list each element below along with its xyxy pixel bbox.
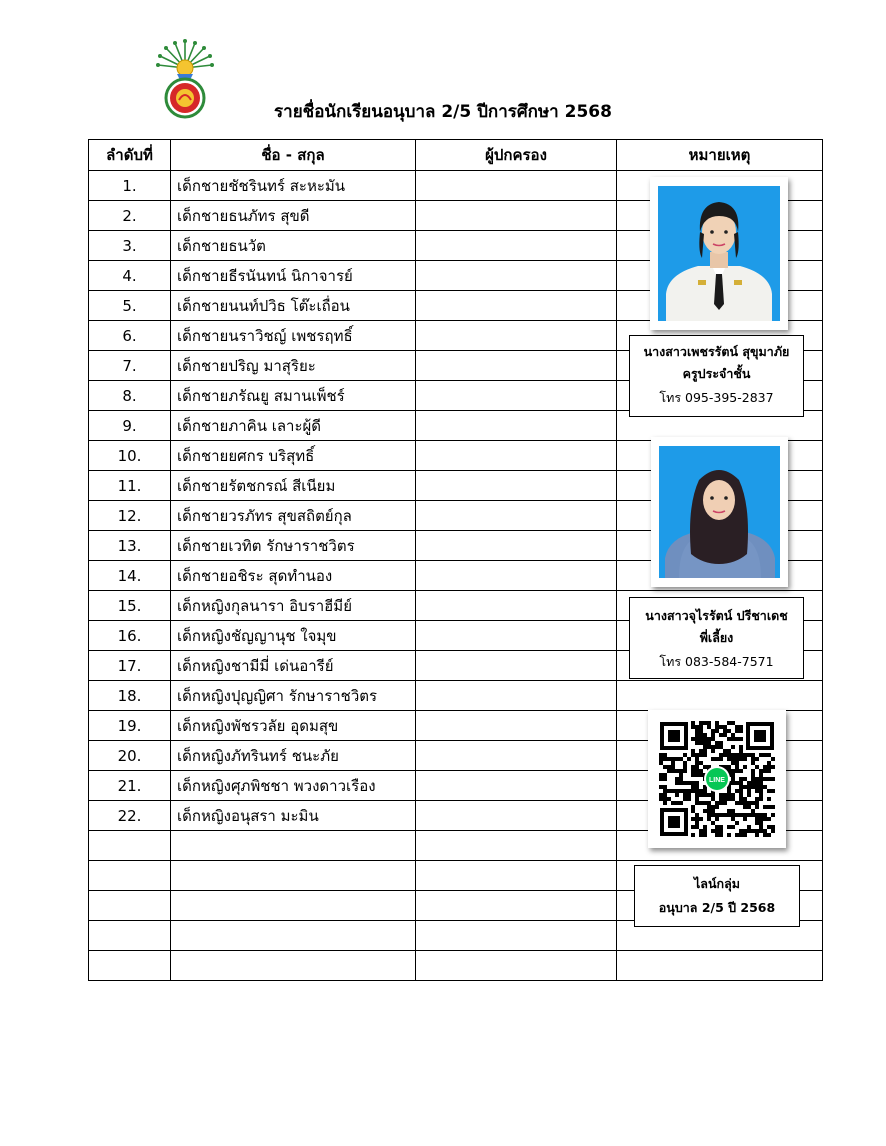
header-remark: หมายเหตุ (617, 140, 823, 171)
teacher1-photo (650, 177, 788, 330)
guardian-cell (416, 441, 617, 471)
student-name: เด็กหญิงปุญญิศา รักษาราชวิตร (171, 681, 416, 711)
guardian-cell (416, 951, 617, 981)
guardian-cell (416, 831, 617, 861)
student-number: 4. (89, 261, 171, 291)
student-number: 5. (89, 291, 171, 321)
guardian-cell (416, 291, 617, 321)
student-name: เด็กชายภรัณยู สมานเพ็ชร์ (171, 381, 416, 411)
page-title: รายชื่อนักเรียนอนุบาล 2/5 ปีการศึกษา 2568 (274, 102, 612, 122)
header-name: ชื่อ - สกุล (171, 140, 416, 171)
student-name (171, 921, 416, 951)
student-name: เด็กหญิงชัญญานุช ใจมุข (171, 621, 416, 651)
student-number: 18. (89, 681, 171, 711)
teacher2-photo (651, 437, 788, 587)
guardian-cell (416, 231, 617, 261)
student-name: เด็กชายชัชรินทร์ สะหะมัน (171, 171, 416, 201)
student-name: เด็กหญิงกุลนารา อิบราฮีมีย์ (171, 591, 416, 621)
teacher1-name: นางสาวเพชรรัตน์ สุขุมาภัย (643, 344, 790, 359)
student-name: เด็กชายนราวิชญ์ เพชรฤทธิ์ (171, 321, 416, 351)
teacher2-role: พี่เลี้ยง (699, 630, 734, 645)
student-name: เด็กชายนนท์ปวิธ โต๊ะเถื่อน (171, 291, 416, 321)
student-name: เด็กหญิงชามีมี่ เด่นอารีย์ (171, 651, 416, 681)
line-logo-text: LINE (709, 777, 725, 784)
guardian-cell (416, 921, 617, 951)
header-guardian: ผู้ปกครอง (416, 140, 617, 171)
student-number: 16. (89, 621, 171, 651)
student-number: 22. (89, 801, 171, 831)
student-number (89, 861, 171, 891)
guardian-cell (416, 411, 617, 441)
guardian-cell (416, 171, 617, 201)
guardian-cell (416, 891, 617, 921)
student-number: 3. (89, 231, 171, 261)
guardian-cell (416, 201, 617, 231)
guardian-cell (416, 471, 617, 501)
student-number: 10. (89, 441, 171, 471)
student-number: 8. (89, 381, 171, 411)
student-name: เด็กหญิงภัทรินทร์ ชนะภัย (171, 741, 416, 771)
guardian-cell (416, 321, 617, 351)
line-group-title: ไลน์กลุ่ม (694, 876, 740, 891)
line-qr-code[interactable] (648, 710, 786, 848)
student-name (171, 831, 416, 861)
guardian-cell (416, 591, 617, 621)
table-header-row (89, 140, 823, 171)
qr-code-pattern (658, 720, 776, 838)
student-name: เด็กหญิงพัชรวลัย อุดมสุข (171, 711, 416, 741)
student-number: 6. (89, 321, 171, 351)
student-number: 19. (89, 711, 171, 741)
teacher1-phone: โทร 095-395-2837 (659, 390, 774, 405)
remark-cell (617, 951, 823, 981)
student-number (89, 831, 171, 861)
student-name: เด็กชายรัตชกรณ์ สีเนียม (171, 471, 416, 501)
student-number: 13. (89, 531, 171, 561)
student-name (171, 891, 416, 921)
student-name: เด็กหญิงศุภพิชชา พวงดาวเรือง (171, 771, 416, 801)
student-name: เด็กชายภาคิน เลาะผู้ดี (171, 411, 416, 441)
teacher2-phone: โทร 083-584-7571 (659, 654, 774, 669)
student-name: เด็กชายธนวัต (171, 231, 416, 261)
student-number: 15. (89, 591, 171, 621)
student-number (89, 951, 171, 981)
guardian-cell (416, 741, 617, 771)
student-number: 12. (89, 501, 171, 531)
student-name: เด็กชายยศกร บริสุทธิ์ (171, 441, 416, 471)
student-number (89, 891, 171, 921)
student-number: 11. (89, 471, 171, 501)
student-number: 1. (89, 171, 171, 201)
guardian-cell (416, 381, 617, 411)
guardian-cell (416, 861, 617, 891)
student-number: 2. (89, 201, 171, 231)
student-name: เด็กชายปริญ มาสุริยะ (171, 351, 416, 381)
guardian-cell (416, 501, 617, 531)
guardian-cell (416, 261, 617, 291)
student-name: เด็กชายธนภัทร สุขดี (171, 201, 416, 231)
student-name (171, 861, 416, 891)
student-name: เด็กหญิงอนุสรา มะมิน (171, 801, 416, 831)
line-group-card (634, 865, 800, 927)
student-number: 20. (89, 741, 171, 771)
table-row (89, 681, 823, 711)
student-name: เด็กชายอชิระ สุดทำนอง (171, 561, 416, 591)
student-name: เด็กชายวรภัทร สุขสถิตย์กุล (171, 501, 416, 531)
guardian-cell (416, 621, 617, 651)
header-number: ลำดับที่ (89, 140, 171, 171)
student-number: 21. (89, 771, 171, 801)
teacher2-card (629, 597, 804, 679)
teacher1-card (629, 335, 804, 417)
line-group-subtitle: อนุบาล 2/5 ปี 2568 (658, 900, 776, 915)
remark-cell (617, 681, 823, 711)
teacher1-portrait (658, 186, 780, 321)
guardian-cell (416, 651, 617, 681)
student-name (171, 951, 416, 981)
teacher2-name: นางสาวจุไรรัตน์ ปรีชาเดช (645, 608, 788, 623)
student-number (89, 921, 171, 951)
student-name: เด็กชายเวทิต รักษาราชวิตร (171, 531, 416, 561)
guardian-cell (416, 801, 617, 831)
student-name: เด็กชายธีรนันทน์ นิกาจารย์ (171, 261, 416, 291)
student-number: 7. (89, 351, 171, 381)
guardian-cell (416, 711, 617, 741)
guardian-cell (416, 771, 617, 801)
guardian-cell (416, 561, 617, 591)
guardian-cell (416, 351, 617, 381)
teacher1-role: ครูประจำชั้น (682, 366, 751, 381)
guardian-cell (416, 681, 617, 711)
guardian-cell (416, 531, 617, 561)
student-number: 14. (89, 561, 171, 591)
table-row (89, 951, 823, 981)
teacher2-portrait (659, 446, 780, 578)
student-number: 9. (89, 411, 171, 441)
student-number: 17. (89, 651, 171, 681)
